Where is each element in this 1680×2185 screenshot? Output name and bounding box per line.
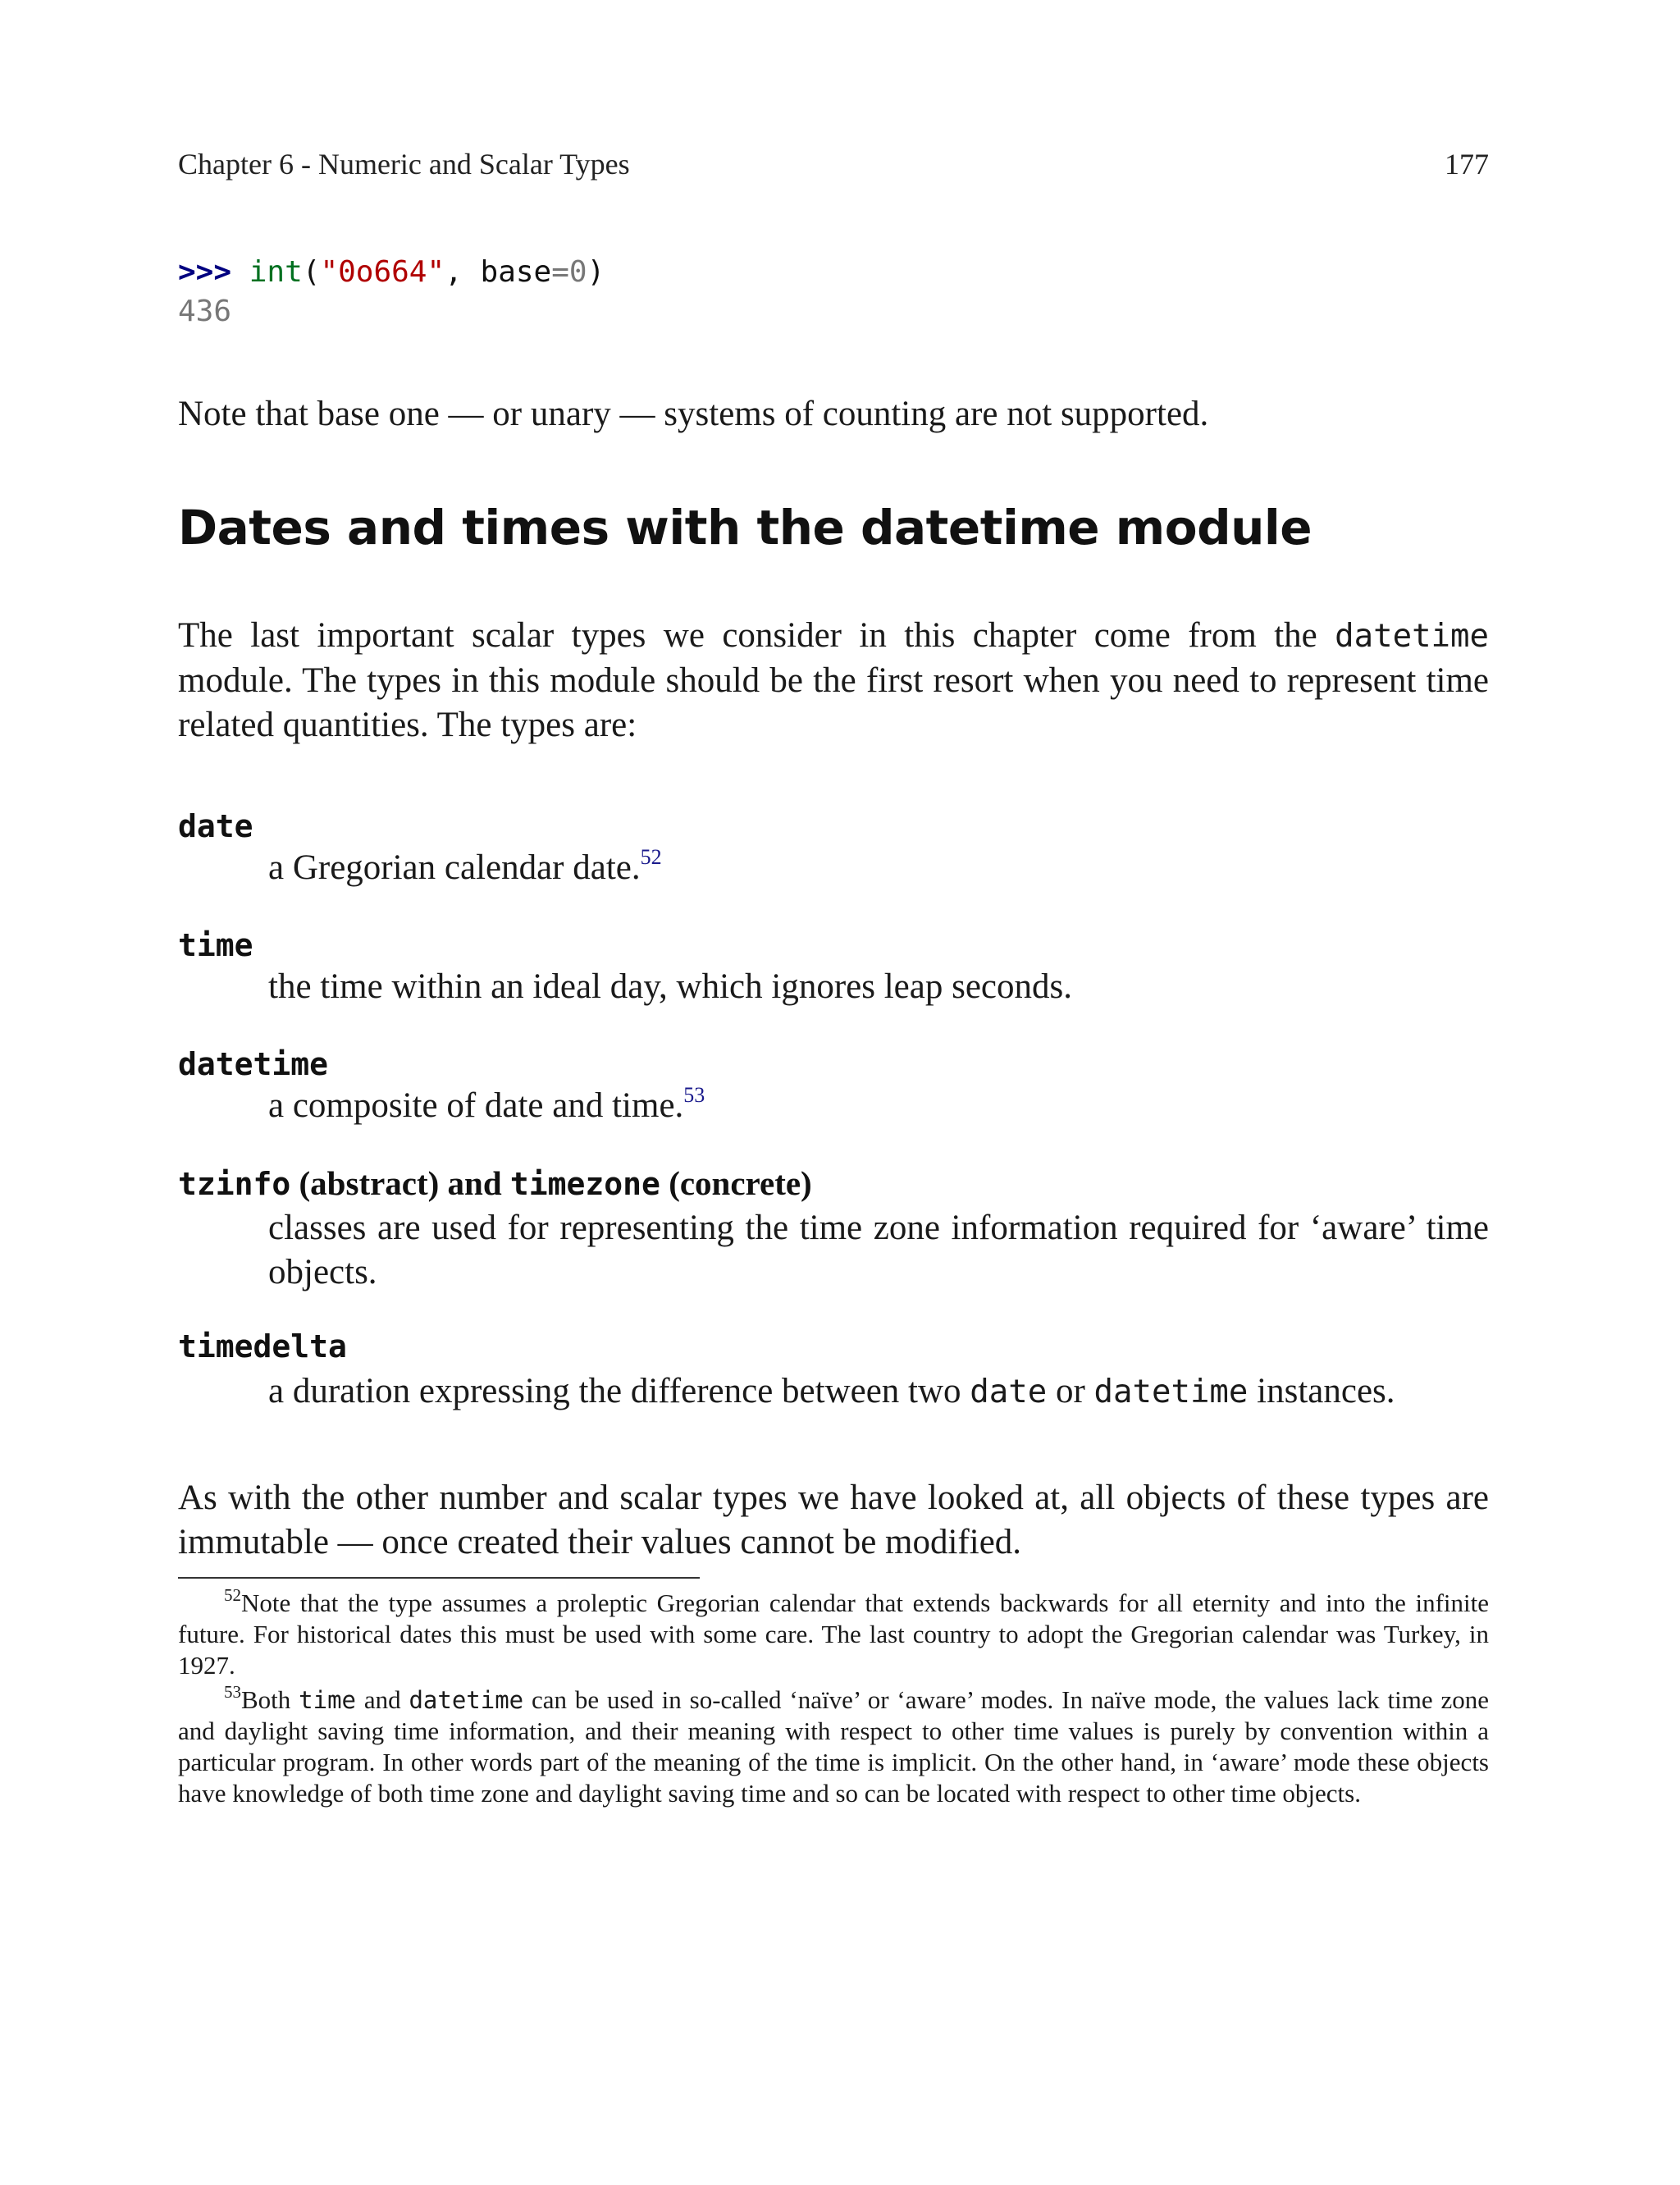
term-tzinfo-code: tzinfo [178, 1166, 291, 1202]
footnote-52-number: 52 [224, 1585, 241, 1605]
timedelta-text-after: instances. [1248, 1372, 1395, 1410]
footnote-52-text: Note that the type assumes a proleptic Gregorian calendar that extends backwards for all eternity and into the infinite future. For historical dates this must be used with some care. The last country to adopt the Gregorian calendar was Turkey, in 1927. [178, 1588, 1489, 1680]
code-function: int [249, 255, 303, 289]
footnote-53-text-2: and [356, 1685, 409, 1714]
code-separator: , [445, 255, 481, 289]
code-open-paren: ( [302, 255, 321, 289]
note-paragraph: Note that base one — or unary — systems of counting are not supported. [178, 395, 1209, 433]
closing-paragraph: As with the other number and scalar types we have looked at, all objects of these types are immutable — once created their values cannot be modified. [178, 1479, 1489, 1561]
footnote-53-code-time: time [299, 1686, 356, 1714]
book-page [178, 0, 1489, 2185]
definition-datetime [268, 1084, 1489, 1128]
intro-text-before: The last important scalar types we consider in this chapter come from the [178, 616, 1335, 655]
intro-paragraph [178, 614, 1489, 747]
term-datetime: datetime [178, 1046, 329, 1082]
intro-text-after: module. The types in this module should be the first resort when you need to represent time related quantities. The types are: [178, 661, 1489, 744]
definition-date [268, 846, 1489, 890]
page-number: 177 [1445, 148, 1489, 181]
definition-timedelta [268, 1369, 1489, 1415]
footnote-53-number: 53 [224, 1682, 241, 1702]
term-tzinfo-timezone [178, 1163, 812, 1204]
term-tz-text-2: (concrete) [660, 1164, 812, 1202]
term-time: time [178, 927, 253, 963]
intro-module-code: datetime [1335, 618, 1489, 655]
definition-datetime-text: a composite of date and time. [268, 1086, 684, 1125]
footnote-53-code-datetime: datetime [409, 1686, 524, 1714]
code-close-paren: ) [587, 255, 605, 289]
footnote-ref-52[interactable]: 52 [640, 845, 662, 869]
definition-tz: classes are used for representing the time zone information required for ‘aware’ time objects. [268, 1209, 1489, 1291]
footnote-53 [178, 1684, 1489, 1809]
term-tz-text-1: (abstract) and [290, 1164, 510, 1202]
section-heading: Dates and times with the datetime module [178, 500, 1312, 555]
repl-prompt: >>> [178, 255, 232, 289]
footnote-divider [178, 1577, 700, 1579]
definition-time: the time within an ideal day, which ignores leap seconds. [268, 967, 1072, 1006]
running-header [178, 144, 1489, 184]
code-string-arg: "0o664" [320, 255, 445, 289]
timedelta-code-datetime: datetime [1093, 1374, 1249, 1410]
term-date: date [178, 808, 253, 844]
definition-date-text: a Gregorian calendar date. [268, 848, 641, 887]
term-timedelta: timedelta [178, 1328, 347, 1364]
footnote-ref-53[interactable]: 53 [683, 1083, 705, 1107]
code-equals: = [551, 255, 569, 289]
code-output: 436 [178, 295, 232, 328]
footnote-53-text-3: can be used in so-called ‘naïve’ or ‘aware’ modes. In naïve mode, the values lack time zone and daylight saving time information, and their meaning with respect to other time values is purely by convention within a particular program. In other words part of the meaning of the time is implicit. On the other hand, in ‘aware’ mode these objects have knowledge of both time zone and daylight saving time and so can be located with respect to other time objects. [178, 1685, 1489, 1808]
timedelta-text-before: a duration expressing the difference between two [268, 1372, 970, 1410]
timedelta-text-middle: or [1047, 1372, 1094, 1410]
footnote-53-text-1: Both [241, 1685, 299, 1714]
code-kw-value: 0 [568, 255, 587, 289]
footnote-52 [178, 1585, 1489, 1681]
code-example [178, 253, 605, 331]
chapter-title: Chapter 6 - Numeric and Scalar Types [178, 148, 630, 181]
timedelta-code-date: date [970, 1374, 1048, 1410]
code-kw-name: base [480, 255, 552, 289]
term-timezone-code: timezone [509, 1166, 660, 1202]
